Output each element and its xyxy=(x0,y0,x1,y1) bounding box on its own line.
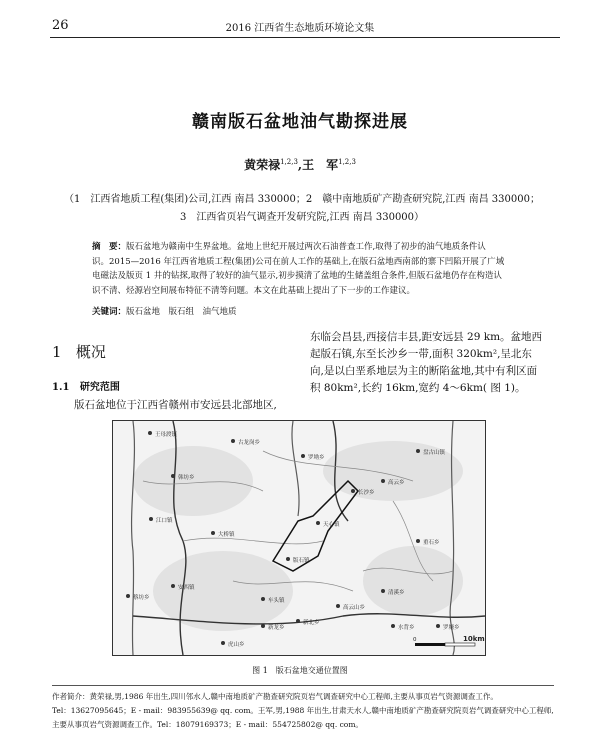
body-text-right xyxy=(310,329,555,397)
label-gongshi: 古龙岗乡 xyxy=(238,440,261,446)
section-heading xyxy=(52,341,106,362)
label-gaojiang: 高云山乡 xyxy=(343,605,366,611)
affiliation-line-1: （1 江西省地质工程(集团)公司,江西 南昌 330000；2 赣中南地质矿产勘查研究院,江西 南昌 330000； xyxy=(64,194,540,205)
label-hanwu: 韩坊乡 xyxy=(178,475,195,481)
label-gaoyun: 高云乡 xyxy=(388,480,405,486)
body-right-line-3: 向,是以白垩系地层为主的断陷盆地,其中有利区面 xyxy=(310,365,538,377)
author-2-sup: 1,2,3 xyxy=(338,158,356,166)
affiliation-line-2: 3 江西省页岩气调查开发研究院,江西 南昌 330000） xyxy=(179,212,425,223)
abstract-line-1 xyxy=(92,240,522,255)
label-jiangkou: 江口镇 xyxy=(156,518,173,524)
keywords xyxy=(92,305,237,317)
label-banshi: 版石镇 xyxy=(293,558,310,564)
label-shuinan: 水背乡 xyxy=(398,625,415,631)
footnote-rule xyxy=(52,685,554,686)
label-tianxin: 天心镇 xyxy=(323,522,340,528)
paper-title: 赣南版石盆地油气勘探进展 xyxy=(192,112,408,132)
label-tianjiao: 蔡坊乡 xyxy=(133,595,150,601)
label-pandian: 盘古山镇 xyxy=(423,450,446,456)
abstract-text-1: 版石盆地为赣南中生界盆地。盆地上世纪开展过两次石油普查工作,取得了初步的油气地质条件认 xyxy=(126,242,486,252)
label-luotian: 罗坳乡 xyxy=(308,455,325,461)
abstract xyxy=(92,240,522,298)
section-number: 1 xyxy=(52,343,62,361)
abstract-line-4: 识不清、烃源岩空间展布特征不清等问题。本文在此基础上提出了下一步的工作建议。 xyxy=(92,285,416,296)
label-jiuzhou: 车头镇 xyxy=(268,598,285,604)
subsection-number: 1.1 xyxy=(52,382,70,393)
scale-bar xyxy=(413,635,485,646)
abstract-line-3: 电磁法及版页 1 井的钻探,取得了较好的油气显示,初步摸清了盆地的生储盖组合条件,但版石盆地仍存在构造认 xyxy=(92,271,502,281)
figure-caption: 图 1 版石盆地交通位置图 xyxy=(252,666,348,675)
running-title: 2016 江西省生态地质环境论文集 xyxy=(225,23,375,34)
keywords-text: 版石盆地 版石组 油气地质 xyxy=(126,307,237,317)
scale-zero: 0 xyxy=(413,637,417,643)
page-number: 26 xyxy=(52,18,69,33)
label-huxing: 虎山乡 xyxy=(228,642,245,648)
author-1-name: 黄荣禄 xyxy=(244,158,281,172)
header-rule xyxy=(50,37,560,38)
footnote-line-3: 主要从事页岩气资源调查工作。Tel：18079169373；E - mail：554725802@ qq. com。 xyxy=(52,720,363,729)
keywords-label: 关键词： xyxy=(92,307,127,317)
basin-outline xyxy=(273,481,358,571)
abstract-label: 摘 要： xyxy=(92,242,127,252)
label-changsha: 长沙乡 xyxy=(358,490,375,496)
label-xinlong: 新龙乡 xyxy=(268,625,285,631)
label-wangshan: 王母渡镇 xyxy=(155,432,178,438)
abstract-line-2: 识。2015—2016 年江西省地质工程(集团)公司在前人工作的基础上,在版石盆地西南部的寨下凹陷开展了广域 xyxy=(92,256,505,267)
body-right-line-4: 积 80km²,长约 16km,宽约 4～6km( 图 1)。 xyxy=(310,382,526,394)
author-2-name: 王 军 xyxy=(302,158,339,172)
label-xinbei: 新北乡 xyxy=(303,620,320,626)
author-line: 黄荣禄$^{1,2,3}$,王 军$^{1,2,3}$ xyxy=(244,158,356,172)
scale-label: 10km xyxy=(463,635,485,643)
label-xiangyang: 清溪乡 xyxy=(388,590,405,596)
label-datang: 大桥镇 xyxy=(218,532,235,538)
body-text-left: 版石盆地位于江西省赣州市安远县北部地区, xyxy=(74,399,277,411)
subsection-heading xyxy=(52,378,120,393)
label-luofu: 罗塘乡 xyxy=(443,625,460,631)
map-svg xyxy=(113,421,485,655)
terrain-shading xyxy=(133,441,463,631)
author-1-sup: 1,2,3 xyxy=(280,158,298,166)
label-jiuhe: 重石乡 xyxy=(423,540,440,546)
location-map xyxy=(112,420,486,656)
body-right-line-1: 东临会昌县,西接信丰县,距安远县 29 km。盆地西 xyxy=(310,331,543,343)
body-right-line-2: 起版石镇,东至长沙乡一带,面积 320km²,呈北东 xyxy=(310,348,532,360)
subsection-title: 研究范围 xyxy=(79,382,120,393)
label-anxi: 安西镇 xyxy=(178,585,195,591)
footnote-line-1: 作者简介：黄荣禄,男,1986 年出生,四川邻水人,赣中南地质矿产勘查研究院页岩气调查研究中心工程师,主要从事页岩气资源调查工作。 xyxy=(52,692,498,701)
footnote-line-2: Tel：13627095645；E - mail：983955639@ qq. com。王军,男,1988 年出生,甘肃天水人,赣中南地质矿产勘查研究院页岩气调查研究中心工程师, xyxy=(52,706,554,715)
section-title: 概况 xyxy=(75,343,106,361)
